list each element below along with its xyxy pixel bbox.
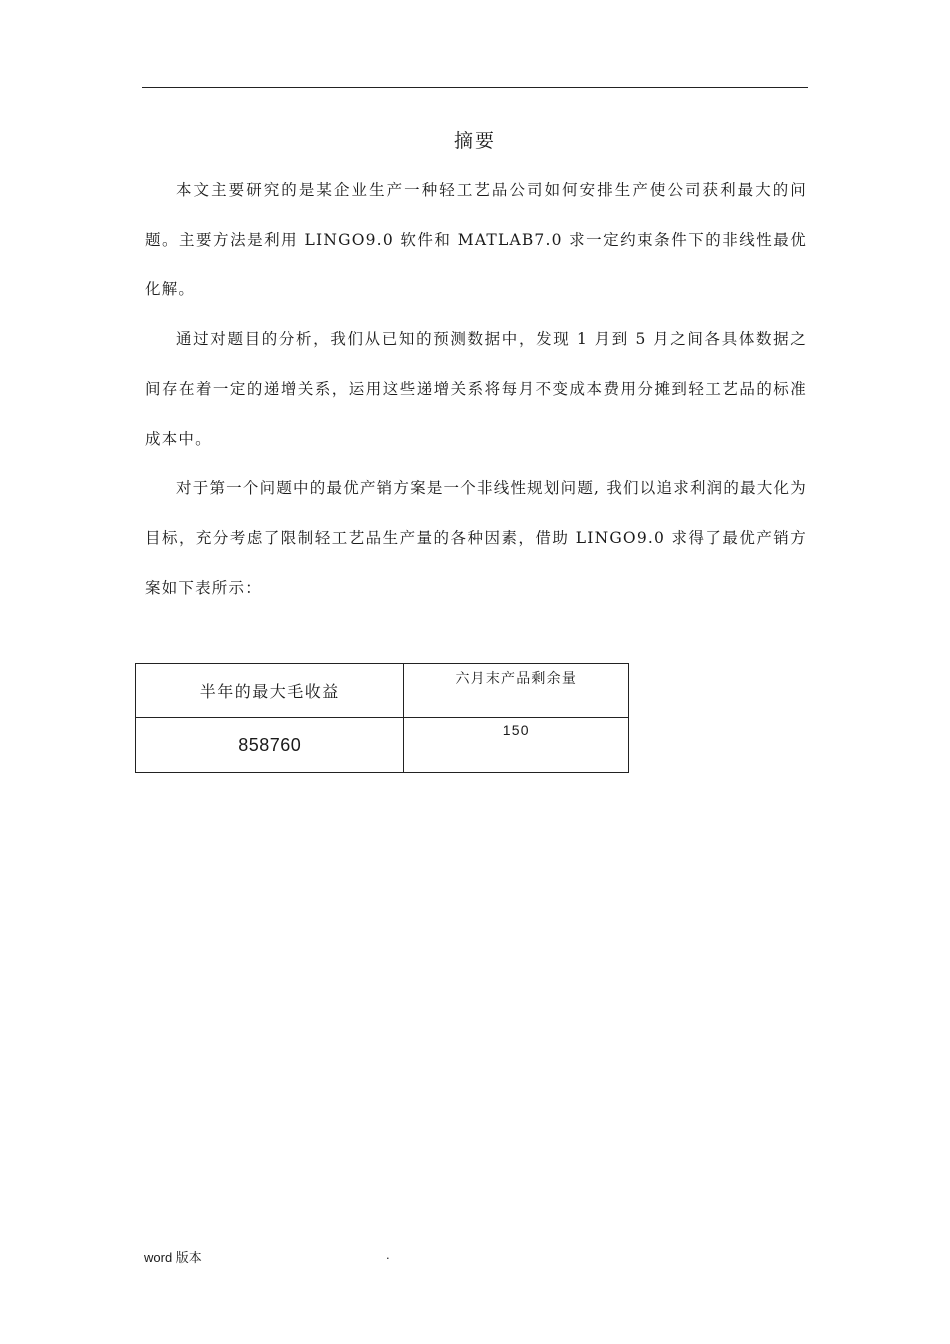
table-header-row bbox=[136, 664, 629, 718]
paragraph-2: 通过对题目的分析，我们从已知的预测数据中，发现 1 月到 5 月之间各具体数据之间存在着一定的递增关系，运用这些递增关系将每月不变成本费用分摊到轻工艺品的标准成本中。 bbox=[145, 330, 807, 448]
abstract-title: 摘要 bbox=[453, 130, 496, 152]
value-june-remaining-stock: 150 bbox=[502, 722, 530, 738]
value-june-remaining-stock-cell bbox=[404, 718, 629, 773]
abstract-body bbox=[145, 166, 807, 613]
header-max-gross-profit: 半年的最大毛收益 bbox=[136, 664, 404, 718]
value-max-gross-profit: 858760 bbox=[238, 734, 302, 755]
table-row bbox=[136, 718, 629, 773]
value-max-gross-profit-cell bbox=[136, 718, 404, 773]
paragraph-3: 对于第一个问题中的最优产销方案是一个非线性规划问题, 我们以追求利润的最大化为目标，充分考虑了限制轻工艺品生产量的各种因素，借助 LINGO9.0 求得了最优产销方案如下表所示： bbox=[145, 479, 807, 597]
result-table bbox=[135, 663, 629, 773]
header-rule bbox=[142, 87, 808, 88]
footer-version-label: word 版本 bbox=[144, 1250, 202, 1265]
footer-page-mark: . bbox=[386, 1247, 390, 1262]
header-june-remaining-stock: 六月末产品剩余量 bbox=[404, 664, 629, 718]
paragraph-1: 本文主要研究的是某企业生产一种轻工艺品公司如何安排生产使公司获利最大的问题。主要方法是利用 LINGO9.0 软件和 MATLAB7.0 求一定约束条件下的非线性最优化解。 bbox=[145, 181, 807, 299]
